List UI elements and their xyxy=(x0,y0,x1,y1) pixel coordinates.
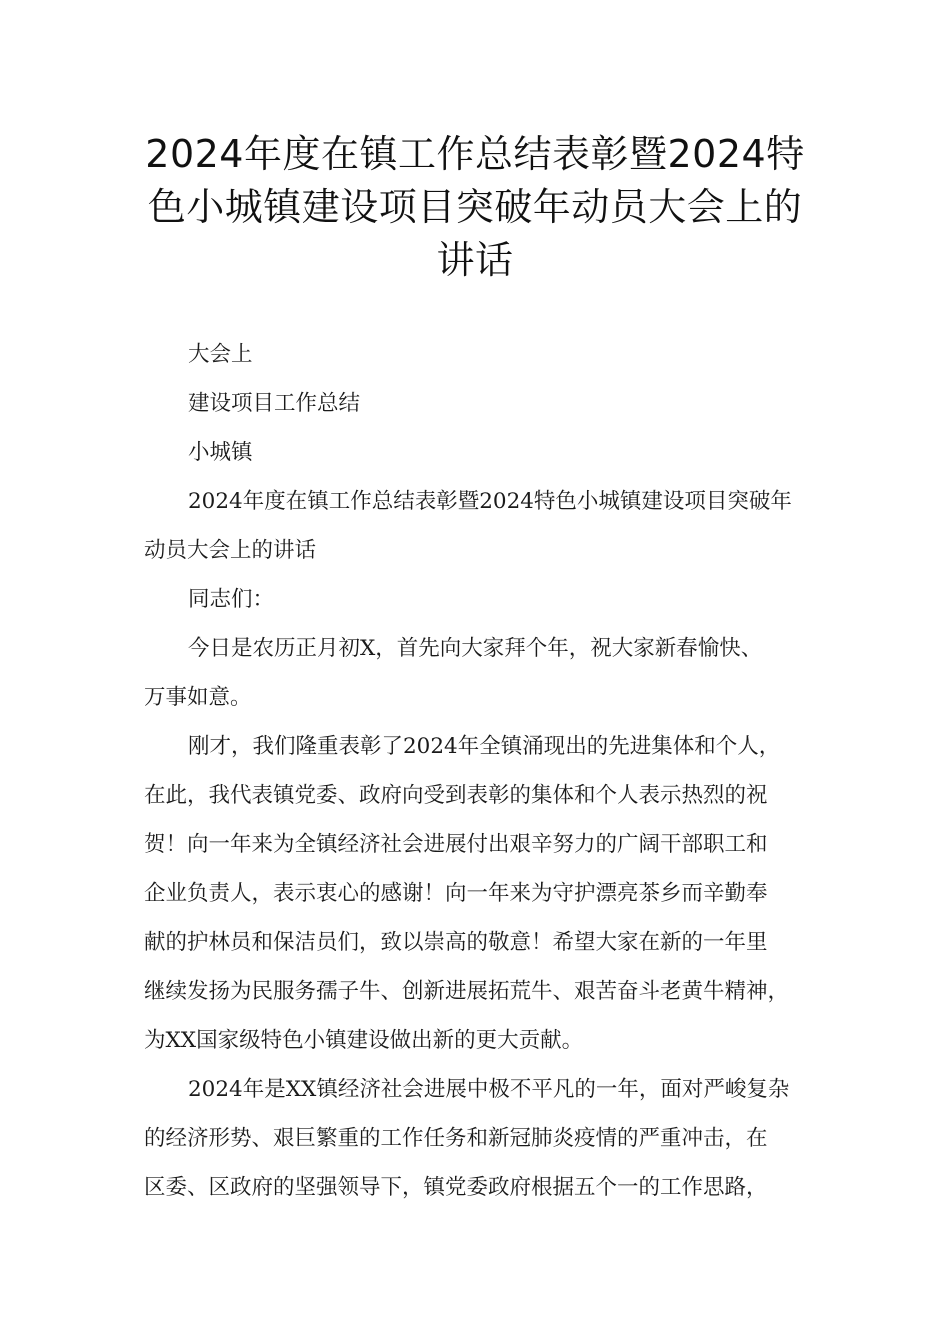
keyword-3: 小城镇 xyxy=(188,440,253,465)
paragraph-line: 区委、区政府的坚强领导下，镇党委政府根据五个一的工作思路， xyxy=(144,1175,768,1200)
title-line-3: 讲话 xyxy=(436,238,514,282)
title-line-2: 色小城镇建设项目突破年动员大会上的 xyxy=(147,185,803,229)
paragraph-line: 继续发扬为民服务孺子牛、创新进展拓荒牛、艰苦奋斗老黄牛精神， xyxy=(144,979,790,1004)
paragraph-line: 今日是农历正月初X，首先向大家拜个年，祝大家新春愉快、 xyxy=(188,636,763,661)
subtitle-line-2: 动员大会上的讲话 xyxy=(144,538,317,563)
subtitle-paragraph xyxy=(144,477,816,575)
salutation: 同志们： xyxy=(188,587,275,612)
paragraph-line: 贺！向一年来为全镇经济社会进展付出艰辛努力的广阔干部职工和 xyxy=(144,832,768,857)
paragraph-line: 为XX国家级特色小镇建设做出新的更大贡献。 xyxy=(144,1028,584,1053)
paragraph-line: 的经济形势、艰巨繁重的工作任务和新冠肺炎疫情的严重冲击，在 xyxy=(144,1126,768,1151)
paragraph-line: 2024年是XX镇经济社会进展中极不平凡的一年，面对严峻复杂 xyxy=(188,1077,790,1102)
document-title xyxy=(120,128,830,287)
paragraph-line: 企业负责人，表示衷心的感谢！向一年来为守护漂亮茶乡而辛勤奉 xyxy=(144,881,768,906)
paragraph-line: 献的护林员和保洁员们，致以崇高的敬意！希望大家在新的一年里 xyxy=(144,930,768,955)
paragraph-line: 万事如意。 xyxy=(144,685,252,710)
paragraph-commendation xyxy=(144,722,816,1065)
title-line-1: 2024年度在镇工作总结表彰暨2024特 xyxy=(145,132,805,176)
keyword-1: 大会上 xyxy=(188,342,253,367)
paragraph-greeting xyxy=(144,624,816,722)
keyword-2: 建设项目工作总结 xyxy=(188,391,361,416)
subtitle-line-1: 2024年度在镇工作总结表彰暨2024特色小城镇建设项目突破年 xyxy=(188,489,792,514)
paragraph-review xyxy=(144,1065,816,1212)
paragraph-line: 在此，我代表镇党委、政府向受到表彰的集体和个人表示热烈的祝 xyxy=(144,783,768,808)
paragraph-line: 刚才，我们隆重表彰了2024年全镇涌现出的先进集体和个人， xyxy=(188,734,781,759)
document-body xyxy=(144,330,816,1212)
